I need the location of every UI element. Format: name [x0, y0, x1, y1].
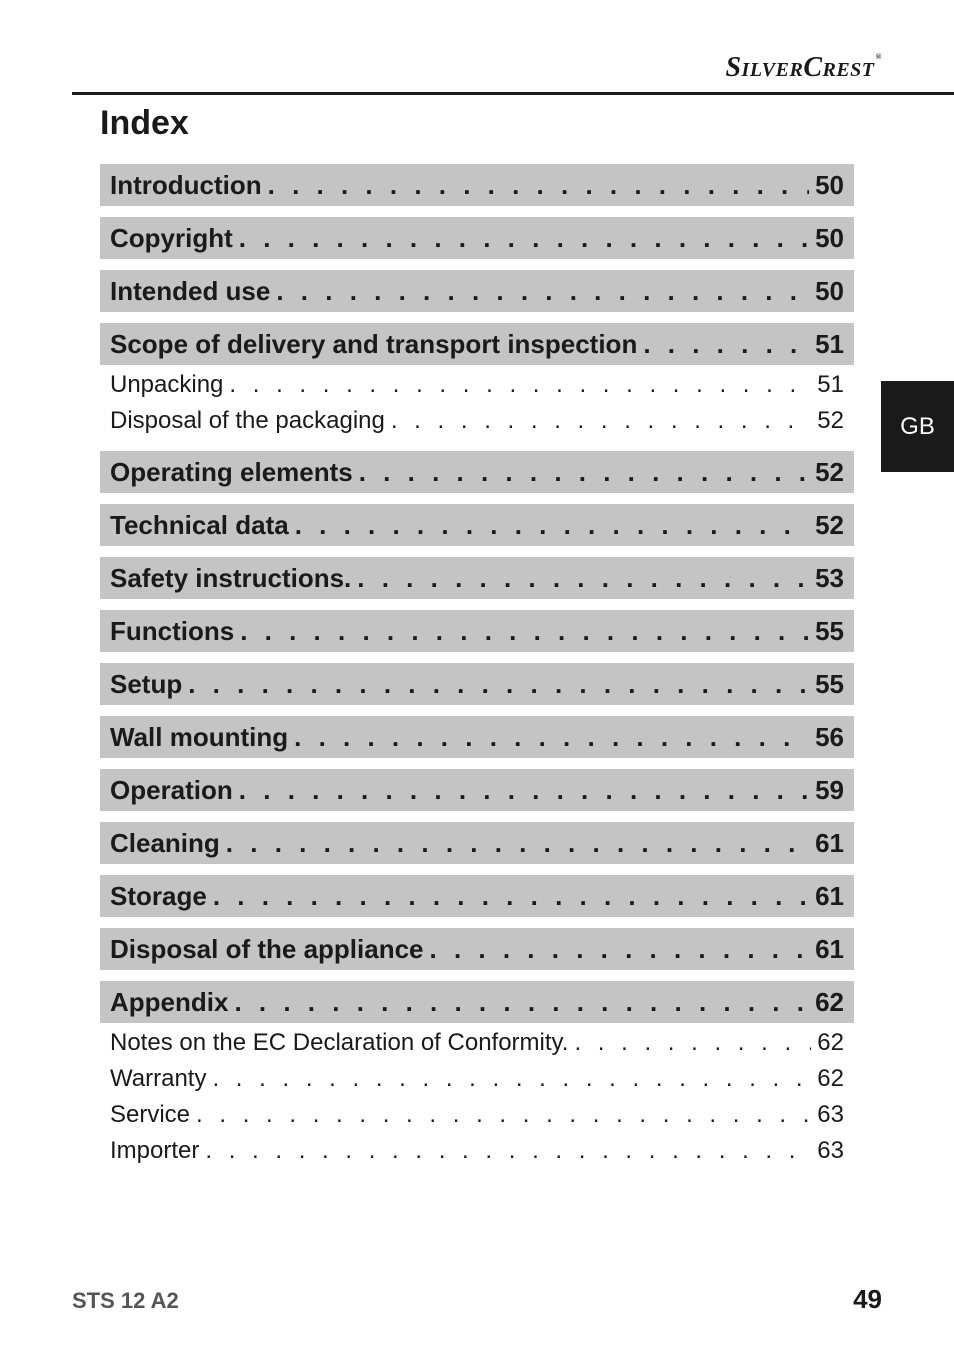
- toc-section-label: Operation: [110, 774, 233, 805]
- toc-subsection[interactable]: [110, 1025, 844, 1061]
- toc-section-label: Appendix: [110, 986, 229, 1017]
- toc-subsection[interactable]: [110, 1133, 844, 1169]
- brand-logo: [725, 52, 882, 84]
- toc-section-label: Introduction: [110, 169, 262, 200]
- toc-section[interactable]: [100, 323, 854, 365]
- toc-subsection[interactable]: [110, 1061, 844, 1097]
- dot-leader: [205, 1137, 811, 1165]
- toc-subsection-label: Warranty: [110, 1065, 207, 1092]
- toc-subsections: [100, 365, 854, 439]
- dot-leader: [643, 329, 809, 360]
- registered-mark: ®: [875, 52, 882, 61]
- toc-section-label: Technical data: [110, 509, 289, 540]
- toc-section-page: 55: [815, 668, 844, 699]
- dot-leader: [294, 722, 809, 753]
- toc-section[interactable]: [100, 928, 854, 970]
- dot-leader: [239, 775, 809, 806]
- toc-section-label: Disposal of the appliance: [110, 933, 424, 964]
- toc-section-label: Wall mounting: [110, 721, 289, 752]
- toc-subsection-label: Importer: [110, 1137, 200, 1164]
- toc-section-page: 62: [815, 986, 844, 1017]
- toc-section[interactable]: [100, 610, 854, 652]
- dot-leader: [213, 881, 809, 912]
- toc-subsection-page: 52: [817, 407, 844, 434]
- toc-section-page: 53: [815, 562, 844, 593]
- toc-section-label: Scope of delivery and transport inspection: [110, 328, 638, 359]
- dot-leader: [226, 828, 809, 859]
- dot-leader: [240, 616, 809, 647]
- toc-subsection-page: 51: [817, 371, 844, 398]
- toc-section[interactable]: [100, 164, 854, 206]
- language-tab: GB: [881, 381, 954, 472]
- model-number: STS 12 A2: [72, 1288, 179, 1313]
- toc-section-page: 52: [815, 509, 844, 540]
- toc-section[interactable]: [100, 504, 854, 546]
- brand-name: SilverCrest: [725, 52, 875, 83]
- toc-section-page: 50: [815, 169, 844, 200]
- toc-section[interactable]: [100, 217, 854, 259]
- toc-subsection-page: 63: [817, 1137, 844, 1164]
- dot-leader: [229, 371, 811, 399]
- toc-section-label: Storage: [110, 880, 207, 911]
- toc-subsection-label: Service: [110, 1101, 191, 1128]
- toc-subsection-label: Disposal of the packaging: [110, 407, 385, 434]
- toc-section-label: Cleaning: [110, 827, 220, 858]
- toc-section[interactable]: [100, 663, 854, 705]
- toc-section-page: 56: [815, 721, 844, 752]
- toc-subsection-label: Notes on the EC Declaration of Conformity.: [110, 1029, 569, 1056]
- toc-section-label: Copyright: [110, 222, 233, 253]
- toc-section[interactable]: [100, 557, 854, 599]
- toc-section-label: Operating elements: [110, 456, 353, 487]
- dot-leader: [268, 170, 809, 201]
- toc-section-label: Functions: [110, 615, 235, 646]
- toc-section[interactable]: [100, 451, 854, 493]
- header-rule: [72, 92, 954, 95]
- toc-subsections: [100, 1023, 854, 1169]
- dot-leader: [391, 407, 811, 435]
- toc-section[interactable]: [100, 769, 854, 811]
- dot-leader: [212, 1065, 811, 1093]
- toc-subsection[interactable]: [110, 403, 844, 439]
- page-number: 49: [853, 1284, 882, 1314]
- toc-section-page: 51: [815, 328, 844, 359]
- toc-section-page: 59: [815, 774, 844, 805]
- toc-subsection[interactable]: [110, 1097, 844, 1133]
- toc-subsection-page: 62: [817, 1065, 844, 1092]
- toc-subsection-page: 63: [817, 1101, 844, 1128]
- dot-leader: [276, 276, 809, 307]
- dot-leader: [430, 934, 810, 965]
- dot-leader: [357, 563, 809, 594]
- toc-section-label: Setup: [110, 668, 183, 699]
- dot-leader: [359, 457, 809, 488]
- toc-section[interactable]: [100, 981, 854, 1023]
- toc-subsection-label: Unpacking: [110, 371, 224, 398]
- dot-leader: [295, 510, 809, 541]
- toc-section-page: 50: [815, 222, 844, 253]
- toc-section-label: Intended use: [110, 275, 271, 306]
- dot-leader: [574, 1029, 811, 1057]
- toc-section-page: 55: [815, 615, 844, 646]
- toc-section-page: 61: [815, 827, 844, 858]
- dot-leader: [239, 223, 809, 254]
- dot-leader: [188, 669, 809, 700]
- toc-section[interactable]: [100, 716, 854, 758]
- toc-subsection[interactable]: [110, 367, 844, 403]
- toc-section-page: 50: [815, 275, 844, 306]
- toc-section[interactable]: [100, 875, 854, 917]
- dot-leader: [234, 987, 809, 1018]
- toc-section-page: 61: [815, 880, 844, 911]
- toc-section-label: Safety instructions.: [110, 562, 352, 593]
- table-of-contents: [100, 164, 854, 1181]
- page-title: Index: [100, 104, 189, 142]
- toc-section[interactable]: [100, 270, 854, 312]
- dot-leader: [196, 1101, 811, 1129]
- toc-section[interactable]: [100, 822, 854, 864]
- toc-section-page: 52: [815, 456, 844, 487]
- toc-section-page: 61: [815, 933, 844, 964]
- toc-subsection-page: 62: [817, 1029, 844, 1056]
